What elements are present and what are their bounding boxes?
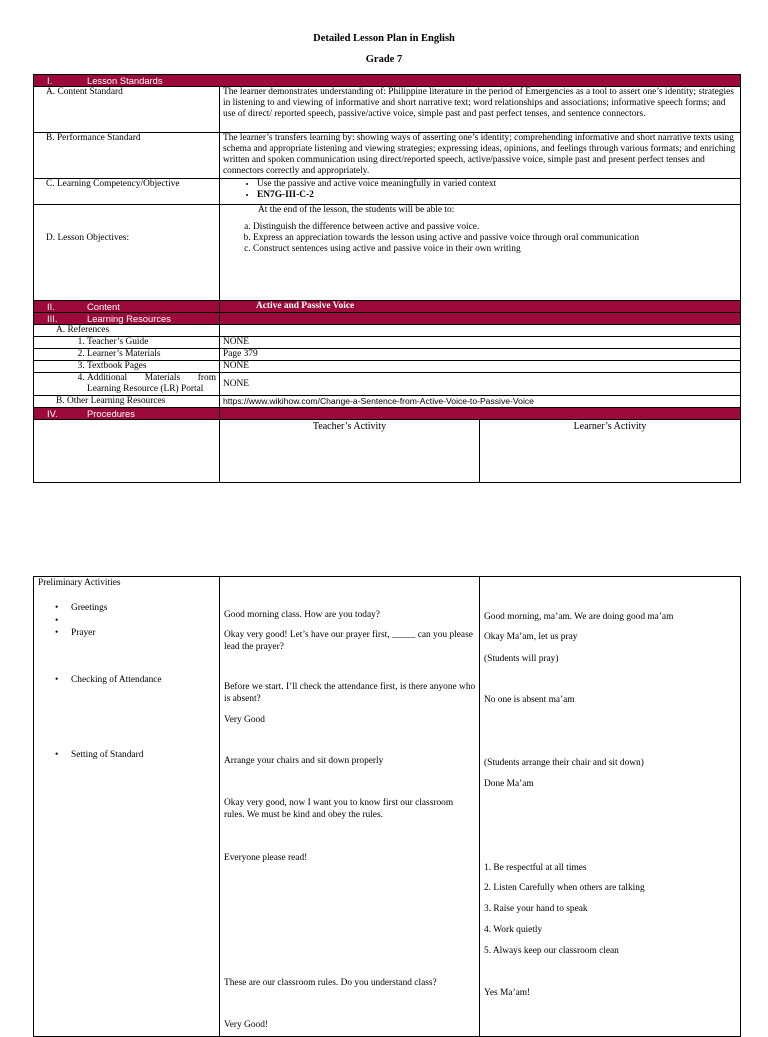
section-label: Lesson Standards bbox=[87, 75, 163, 86]
section-header-standards: I. Lesson Standards bbox=[34, 75, 741, 87]
teacher-line: Everyone please read! bbox=[224, 853, 308, 863]
teacher-line: Okay very good, now I want you to know first our classroom rules. We must be kind and obey the rules. bbox=[224, 798, 454, 820]
preliminary-steps-cell bbox=[34, 577, 220, 1037]
objective-item: c. Construct sentences using active and passive voice in their own writing bbox=[253, 244, 737, 255]
step-item: • Greetings bbox=[71, 602, 107, 614]
section-header-content: II. Content Active and Passive Voice bbox=[34, 301, 741, 313]
reference-row bbox=[34, 373, 741, 396]
references-row bbox=[34, 325, 741, 337]
learner-line: Done Ma’am bbox=[484, 779, 534, 789]
other-resources-link[interactable]: https://www.wikihow.com/Change-a-Sentence-from-Active-Voice-to-Passive-Voice bbox=[220, 396, 741, 408]
section-header-procedures: IV. Procedures bbox=[34, 408, 741, 420]
learner-line: No one is absent ma’am bbox=[484, 695, 575, 705]
row-label: D. Lesson Objectives: bbox=[34, 205, 220, 301]
rule-item: 1. Be respectful at all times bbox=[484, 863, 587, 873]
performance-standard-row bbox=[34, 133, 741, 179]
lesson-plan-table bbox=[33, 74, 741, 483]
learner-line: (Students will pray) bbox=[484, 654, 559, 664]
row-label: C. Learning Competency/Objective bbox=[34, 179, 220, 205]
learner-activity-header: Learner’s Activity bbox=[480, 420, 741, 483]
rule-item: 2. Listen Carefully when others are talking bbox=[484, 883, 645, 893]
learner-line: Okay Ma’am, let us pray bbox=[484, 632, 578, 642]
learner-line: Good morning, ma’am. We are doing good ma’am bbox=[484, 612, 674, 622]
reference-value: NONE bbox=[220, 337, 741, 349]
competency-row bbox=[34, 179, 741, 205]
reference-label: 3. Textbook Pages bbox=[87, 361, 216, 372]
section-header-resources: III. Learning Resources bbox=[34, 313, 741, 325]
reference-row bbox=[34, 337, 741, 349]
competency-item: • Use the passive and active voice meaningfully in varied context bbox=[257, 179, 737, 190]
reference-value: Page 379 bbox=[220, 349, 741, 361]
section-label: Procedures bbox=[87, 408, 135, 419]
objective-item: a. Distinguish the difference between active and passive voice. bbox=[253, 222, 737, 233]
competency-code: • EN7G-III-C-2 bbox=[257, 190, 737, 201]
grade-label: Grade 7 bbox=[365, 54, 403, 65]
section-label: Learning Resources bbox=[87, 313, 171, 324]
rule-item: 3. Raise your hand to speak bbox=[484, 904, 588, 914]
content-standard-row bbox=[34, 87, 741, 133]
content-topic: Active and Passive Voice bbox=[220, 301, 741, 313]
procedures-table bbox=[33, 576, 741, 1037]
learner-line: (Students arrange their chair and sit down) bbox=[484, 758, 644, 768]
reference-value: NONE bbox=[220, 373, 741, 396]
activity-header-row bbox=[34, 420, 741, 483]
step-item: • Prayer bbox=[71, 627, 95, 639]
teacher-activity-cell bbox=[220, 577, 480, 1037]
performance-standard-text: The learner’s transfers learning by: showing ways of asserting one’s identity; comprehending informative and short narrative texts using schema and appropriate listening and viewing strategies; expressing ideas, opinions, and feelings through various formats; and enriching written and spoken communication using direct/reported speech, active/passive voice, simple past and present perfect tenses and connectors correctly and appropriately. bbox=[220, 133, 741, 179]
references-label: A. References bbox=[34, 325, 220, 337]
content-standard-text: The learner demonstrates understanding of: Philippine literature in the period of Emergencies as a tool to assert one’s identity; strategies in listening to and viewing of informative and short narrative text; word relationships and associations; informative speech forms; and use of direct/ reported speech, passive/active voice, simple past and past perfect tenses, and sentence connectors. bbox=[220, 87, 741, 133]
reference-value: NONE bbox=[220, 361, 741, 373]
section-label: Content bbox=[87, 301, 120, 312]
reference-label: 1. Teacher’s Guide bbox=[87, 337, 216, 348]
teacher-line: Good morning class. How are you today? bbox=[224, 610, 380, 620]
document-title: Detailed Lesson Plan in English bbox=[313, 33, 455, 44]
preliminary-title: Preliminary Activities bbox=[38, 578, 121, 588]
reference-label: 2. Learner’s Materials bbox=[87, 349, 216, 360]
teacher-line: These are our classroom rules. Do you understand class? bbox=[224, 978, 437, 988]
rule-item: 4. Work quietly bbox=[484, 925, 543, 935]
reference-row bbox=[34, 349, 741, 361]
objectives-row bbox=[34, 205, 741, 301]
teacher-activity-header: Teacher’s Activity bbox=[220, 420, 480, 483]
row-label: B. Performance Standard bbox=[34, 133, 220, 179]
objectives-intro: At the end of the lesson, the students will be able to: bbox=[258, 205, 455, 215]
step-item: • Checking of Attendance bbox=[71, 674, 162, 686]
learner-activity-cell bbox=[480, 577, 741, 1037]
learner-line: Yes Ma’am! bbox=[484, 988, 531, 998]
other-resources-row bbox=[34, 396, 741, 408]
teacher-line: Okay very good! Let’s have our prayer first, _____ can you please lead the prayer? bbox=[224, 630, 473, 652]
teacher-line: Arrange your chairs and sit down properly bbox=[224, 756, 384, 766]
teacher-line: Before we start. I’ll check the attendance first, is there anyone who is absent? bbox=[224, 682, 476, 704]
step-item: • Setting of Standard bbox=[71, 749, 143, 761]
other-resources-label: B. Other Learning Resources bbox=[34, 396, 220, 408]
teacher-line: Very Good bbox=[224, 715, 265, 725]
reference-label: 4. Additional Materials from Learning Resource (LR) Portal bbox=[87, 373, 216, 395]
row-label: A. Content Standard bbox=[34, 87, 220, 133]
teacher-line: Very Good! bbox=[224, 1020, 268, 1030]
objective-item: b. Express an appreciation towards the lesson using active and passive voice through oral communication bbox=[253, 233, 737, 244]
rule-item: 5. Always keep our classroom clean bbox=[484, 946, 619, 956]
reference-row bbox=[34, 361, 741, 373]
